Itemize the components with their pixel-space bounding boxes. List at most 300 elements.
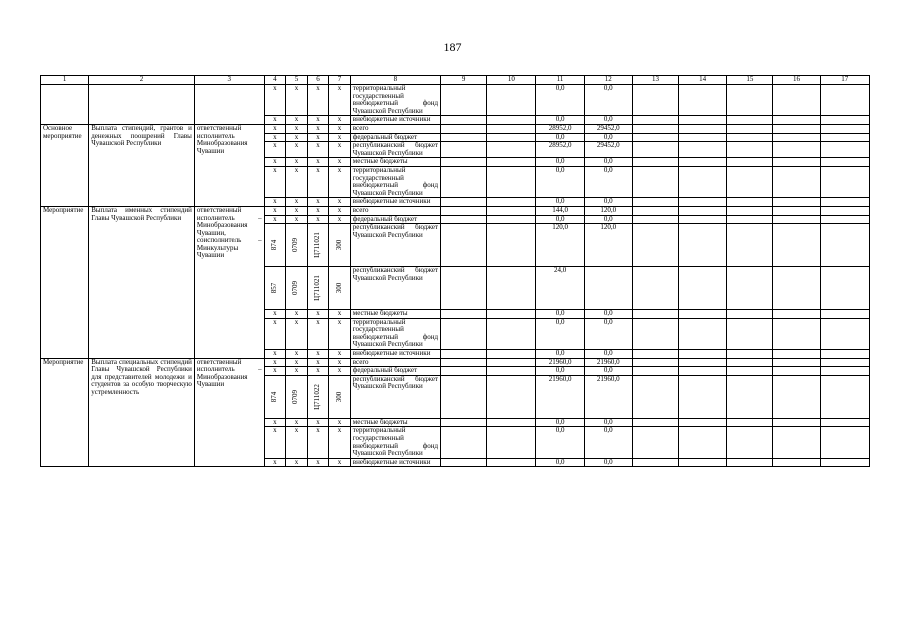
section-cell: x: [286, 215, 308, 224]
section-cell: x: [286, 427, 308, 458]
empty-cell: [773, 318, 820, 349]
empty-cell: [441, 166, 487, 197]
section-cell: x: [286, 206, 308, 215]
funding-source: республиканский бюджет Чувашской Республики: [350, 267, 440, 310]
empty-cell: [632, 367, 678, 376]
empty-cell: [441, 427, 487, 458]
empty-cell: [820, 166, 869, 197]
empty-cell: [487, 198, 536, 207]
vr-cell: x: [329, 85, 351, 116]
empty-cell: [820, 215, 869, 224]
cont-resp-cell: [194, 85, 264, 125]
empty-cell: [679, 206, 727, 215]
vr-cell: [329, 224, 351, 267]
funding-source: внебюджетные источники: [350, 458, 440, 467]
csr-cell: x: [307, 198, 329, 207]
col-header: 2: [89, 76, 195, 85]
empty-cell: [773, 427, 820, 458]
empty-cell: [441, 318, 487, 349]
csr-code: Ц711021: [313, 275, 322, 301]
grbs-cell: x: [264, 318, 286, 349]
empty-cell: [487, 418, 536, 427]
value-c12: 0,0: [584, 158, 632, 167]
funding-source: местные бюджеты: [350, 158, 440, 167]
empty-cell: [773, 375, 820, 418]
empty-cell: [632, 206, 678, 215]
cont-name-cell: [89, 85, 195, 125]
csr-cell: x: [307, 358, 329, 367]
empty-cell: [773, 215, 820, 224]
empty-cell: [632, 267, 678, 310]
funding-source: республиканский бюджет Чувашской Республики: [350, 375, 440, 418]
empty-cell: [820, 116, 869, 125]
col-header: 6: [307, 76, 329, 85]
empty-cell: [632, 350, 678, 359]
cont-type-cell: [41, 85, 89, 125]
empty-cell: [727, 224, 773, 267]
empty-cell: [727, 310, 773, 319]
empty-cell: [679, 375, 727, 418]
activity-type: Мероприятие: [41, 206, 89, 358]
csr-cell: x: [307, 350, 329, 359]
grbs-cell: x: [264, 458, 286, 467]
grbs-cell: x: [264, 166, 286, 197]
vr-cell: x: [329, 427, 351, 458]
empty-cell: [820, 418, 869, 427]
grbs-cell: x: [264, 116, 286, 125]
empty-cell: [773, 224, 820, 267]
col-header: 17: [820, 76, 869, 85]
col-header: 10: [487, 76, 536, 85]
funding-source: всего: [350, 206, 440, 215]
table-row: [41, 124, 870, 133]
empty-cell: [820, 267, 869, 310]
grbs-cell: x: [264, 350, 286, 359]
empty-cell: [441, 310, 487, 319]
activity-name: Выплата именных стипендий Главы Чувашской Республики: [89, 206, 195, 358]
empty-cell: [727, 267, 773, 310]
funding-source: всего: [350, 358, 440, 367]
empty-cell: [487, 158, 536, 167]
col-header: 13: [632, 76, 678, 85]
value-c11: 0,0: [536, 458, 584, 467]
empty-cell: [632, 318, 678, 349]
section-cell: x: [286, 166, 308, 197]
empty-cell: [820, 458, 869, 467]
grbs-cell: x: [264, 418, 286, 427]
section-cell: x: [286, 85, 308, 116]
empty-cell: [820, 198, 869, 207]
empty-cell: [487, 215, 536, 224]
empty-cell: [487, 458, 536, 467]
empty-cell: [632, 133, 678, 142]
col-header: 9: [441, 76, 487, 85]
grbs-cell: x: [264, 158, 286, 167]
empty-cell: [632, 224, 678, 267]
value-c11: 24,0: [536, 267, 584, 310]
empty-cell: [487, 367, 536, 376]
vr-code: 300: [334, 239, 343, 251]
empty-cell: [820, 124, 869, 133]
empty-cell: [727, 142, 773, 158]
section-code: 0709: [291, 389, 300, 404]
value-c11: 0,0: [536, 158, 584, 167]
empty-cell: [727, 367, 773, 376]
value-c11: 0,0: [536, 310, 584, 319]
empty-cell: [727, 215, 773, 224]
col-header: 16: [773, 76, 820, 85]
empty-cell: [773, 358, 820, 367]
empty-cell: [632, 166, 678, 197]
activity-type: Мероприятие: [41, 358, 89, 467]
empty-cell: [679, 358, 727, 367]
csr-cell: x: [307, 124, 329, 133]
value-c12: 0,0: [584, 198, 632, 207]
col-header: 3: [194, 76, 264, 85]
empty-cell: [679, 158, 727, 167]
empty-cell: [441, 206, 487, 215]
empty-cell: [820, 427, 869, 458]
empty-cell: [632, 85, 678, 116]
empty-cell: [820, 310, 869, 319]
empty-cell: [487, 224, 536, 267]
grbs-cell: [264, 224, 286, 267]
empty-cell: [632, 116, 678, 125]
section-cell: x: [286, 198, 308, 207]
empty-cell: [441, 224, 487, 267]
section-cell: x: [286, 350, 308, 359]
empty-cell: [727, 350, 773, 359]
empty-cell: [679, 85, 727, 116]
section-cell: x: [286, 116, 308, 125]
section-cell: x: [286, 367, 308, 376]
empty-cell: [679, 418, 727, 427]
section-cell: x: [286, 418, 308, 427]
funding-source: федеральный бюджет: [350, 133, 440, 142]
csr-cell: [307, 267, 329, 310]
funding-source: территориальный государственный внебюджетный фонд Чувашской Республики: [350, 318, 440, 349]
empty-cell: [727, 358, 773, 367]
value-c11: 0,0: [536, 367, 584, 376]
empty-cell: [679, 116, 727, 125]
section-cell: [286, 267, 308, 310]
section-code: 0709: [291, 281, 300, 296]
grbs-cell: x: [264, 367, 286, 376]
csr-cell: [307, 375, 329, 418]
csr-cell: x: [307, 318, 329, 349]
grbs-cell: x: [264, 310, 286, 319]
empty-cell: [679, 310, 727, 319]
csr-cell: x: [307, 427, 329, 458]
empty-cell: [487, 142, 536, 158]
section-cell: x: [286, 133, 308, 142]
empty-cell: [820, 367, 869, 376]
col-header: 14: [679, 76, 727, 85]
empty-cell: [679, 427, 727, 458]
vr-cell: x: [329, 133, 351, 142]
funding-source: внебюджетные источники: [350, 350, 440, 359]
empty-cell: [679, 458, 727, 467]
value-c12: 0,0: [584, 427, 632, 458]
empty-cell: [487, 318, 536, 349]
empty-cell: [632, 418, 678, 427]
funding-source: местные бюджеты: [350, 310, 440, 319]
empty-cell: [632, 215, 678, 224]
empty-cell: [441, 358, 487, 367]
empty-cell: [727, 318, 773, 349]
col-header: 12: [584, 76, 632, 85]
grbs-cell: x: [264, 206, 286, 215]
empty-cell: [632, 358, 678, 367]
grbs-cell: x: [264, 85, 286, 116]
empty-cell: [679, 198, 727, 207]
section-cell: x: [286, 318, 308, 349]
value-c12: 0,0: [584, 350, 632, 359]
empty-cell: [773, 166, 820, 197]
empty-cell: [773, 116, 820, 125]
empty-cell: [441, 367, 487, 376]
funding-source: территориальный государственный внебюджетный фонд Чувашской Республики: [350, 427, 440, 458]
empty-cell: [632, 142, 678, 158]
vr-cell: x: [329, 318, 351, 349]
funding-source: местные бюджеты: [350, 418, 440, 427]
vr-cell: x: [329, 206, 351, 215]
grbs-code: 857: [270, 282, 279, 294]
vr-cell: x: [329, 124, 351, 133]
value-c11: 120,0: [536, 224, 584, 267]
csr-cell: x: [307, 310, 329, 319]
section-cell: x: [286, 124, 308, 133]
csr-cell: [307, 224, 329, 267]
empty-cell: [727, 116, 773, 125]
empty-cell: [487, 133, 536, 142]
empty-cell: [773, 124, 820, 133]
value-c12: 21960,0: [584, 375, 632, 418]
vr-cell: x: [329, 358, 351, 367]
empty-cell: [820, 85, 869, 116]
empty-cell: [727, 375, 773, 418]
empty-cell: [487, 85, 536, 116]
empty-cell: [487, 206, 536, 215]
empty-cell: [632, 124, 678, 133]
empty-cell: [441, 85, 487, 116]
responsible-executor: ответственный исполнитель Минобразования Чувашии: [194, 124, 264, 206]
empty-cell: [441, 350, 487, 359]
value-c11: 0,0: [536, 133, 584, 142]
value-c12: 0,0: [584, 318, 632, 349]
value-c12: 0,0: [584, 166, 632, 197]
vr-cell: x: [329, 418, 351, 427]
value-c12: 0,0: [584, 418, 632, 427]
col-header: 7: [329, 76, 351, 85]
empty-cell: [679, 224, 727, 267]
empty-cell: [727, 458, 773, 467]
empty-cell: [441, 133, 487, 142]
empty-cell: [487, 358, 536, 367]
csr-cell: x: [307, 85, 329, 116]
empty-cell: [679, 367, 727, 376]
grbs-cell: [264, 267, 286, 310]
csr-cell: x: [307, 133, 329, 142]
empty-cell: [820, 142, 869, 158]
empty-cell: [487, 124, 536, 133]
section-cell: [286, 224, 308, 267]
funding-source: всего: [350, 124, 440, 133]
vr-cell: x: [329, 310, 351, 319]
empty-cell: [487, 375, 536, 418]
vr-cell: x: [329, 166, 351, 197]
vr-cell: [329, 375, 351, 418]
grbs-cell: x: [264, 198, 286, 207]
empty-cell: [727, 206, 773, 215]
csr-cell: x: [307, 142, 329, 158]
grbs-cell: x: [264, 133, 286, 142]
empty-cell: [773, 418, 820, 427]
empty-cell: [820, 318, 869, 349]
empty-cell: [487, 116, 536, 125]
empty-cell: [727, 133, 773, 142]
col-header: 4: [264, 76, 286, 85]
budget-table: [40, 75, 870, 467]
grbs-cell: x: [264, 124, 286, 133]
empty-cell: [727, 158, 773, 167]
table-row: [41, 358, 870, 367]
table-row: [41, 85, 870, 116]
value-c11: 0,0: [536, 215, 584, 224]
table-row: [41, 206, 870, 215]
grbs-cell: x: [264, 142, 286, 158]
csr-cell: x: [307, 158, 329, 167]
funding-source: внебюджетные источники: [350, 198, 440, 207]
csr-cell: x: [307, 166, 329, 197]
section-cell: x: [286, 310, 308, 319]
empty-cell: [441, 215, 487, 224]
empty-cell: [441, 458, 487, 467]
col-header: 15: [727, 76, 773, 85]
value-c12: 0,0: [584, 116, 632, 125]
empty-cell: [441, 418, 487, 427]
empty-cell: [679, 350, 727, 359]
value-c11: 0,0: [536, 85, 584, 116]
col-header: 5: [286, 76, 308, 85]
empty-cell: [727, 427, 773, 458]
empty-cell: [487, 267, 536, 310]
csr-cell: x: [307, 116, 329, 125]
empty-cell: [632, 427, 678, 458]
empty-cell: [679, 133, 727, 142]
value-c12: 0,0: [584, 215, 632, 224]
empty-cell: [727, 124, 773, 133]
section-cell: [286, 375, 308, 418]
empty-cell: [727, 85, 773, 116]
csr-cell: x: [307, 367, 329, 376]
empty-cell: [727, 418, 773, 427]
value-c12: 0,0: [584, 367, 632, 376]
value-c12: 0,0: [584, 133, 632, 142]
empty-cell: [773, 367, 820, 376]
value-c11: 28952,0: [536, 142, 584, 158]
csr-cell: x: [307, 206, 329, 215]
empty-cell: [820, 158, 869, 167]
grbs-cell: x: [264, 427, 286, 458]
responsible-executor: ответственный исполнитель – Минобразования Чувашии: [194, 358, 264, 467]
grbs-cell: [264, 375, 286, 418]
empty-cell: [773, 310, 820, 319]
section-cell: x: [286, 358, 308, 367]
empty-cell: [679, 318, 727, 349]
value-c12: [584, 267, 632, 310]
vr-code: 300: [334, 391, 343, 403]
empty-cell: [679, 142, 727, 158]
grbs-code: 874: [270, 391, 279, 403]
empty-cell: [820, 224, 869, 267]
funding-source: федеральный бюджет: [350, 367, 440, 376]
empty-cell: [632, 158, 678, 167]
section-code: 0709: [291, 238, 300, 253]
empty-cell: [441, 142, 487, 158]
vr-cell: [329, 267, 351, 310]
value-c11: 0,0: [536, 116, 584, 125]
csr-cell: x: [307, 215, 329, 224]
vr-cell: x: [329, 158, 351, 167]
value-c11: 144,0: [536, 206, 584, 215]
empty-cell: [820, 375, 869, 418]
value-c12: 21960,0: [584, 358, 632, 367]
value-c12: 0,0: [584, 85, 632, 116]
empty-cell: [773, 458, 820, 467]
grbs-code: 874: [270, 239, 279, 251]
col-header: 1: [41, 76, 89, 85]
funding-source: внебюджетные источники: [350, 116, 440, 125]
page-number: 187: [443, 40, 462, 54]
vr-cell: x: [329, 215, 351, 224]
empty-cell: [773, 206, 820, 215]
empty-cell: [773, 133, 820, 142]
empty-cell: [679, 166, 727, 197]
empty-cell: [632, 375, 678, 418]
empty-cell: [632, 458, 678, 467]
value-c12: 120,0: [584, 206, 632, 215]
value-c11: 0,0: [536, 427, 584, 458]
funding-source: федеральный бюджет: [350, 215, 440, 224]
empty-cell: [820, 206, 869, 215]
value-c11: 28952,0: [536, 124, 584, 133]
vr-cell: x: [329, 350, 351, 359]
funding-source: территориальный государственный внебюджетный фонд Чувашской Республики: [350, 166, 440, 197]
empty-cell: [773, 198, 820, 207]
empty-cell: [441, 158, 487, 167]
value-c12: 29452,0: [584, 124, 632, 133]
vr-cell: x: [329, 458, 351, 467]
value-c12: 0,0: [584, 458, 632, 467]
grbs-cell: x: [264, 358, 286, 367]
vr-cell: x: [329, 142, 351, 158]
activity-type: Основное мероприятие: [41, 124, 89, 206]
vr-cell: x: [329, 116, 351, 125]
value-c11: 21960,0: [536, 358, 584, 367]
empty-cell: [773, 142, 820, 158]
value-c12: 120,0: [584, 224, 632, 267]
section-cell: x: [286, 142, 308, 158]
value-c11: 0,0: [536, 198, 584, 207]
empty-cell: [773, 85, 820, 116]
empty-cell: [441, 124, 487, 133]
empty-cell: [820, 350, 869, 359]
csr-cell: x: [307, 458, 329, 467]
empty-cell: [441, 116, 487, 125]
empty-cell: [487, 427, 536, 458]
section-cell: x: [286, 458, 308, 467]
